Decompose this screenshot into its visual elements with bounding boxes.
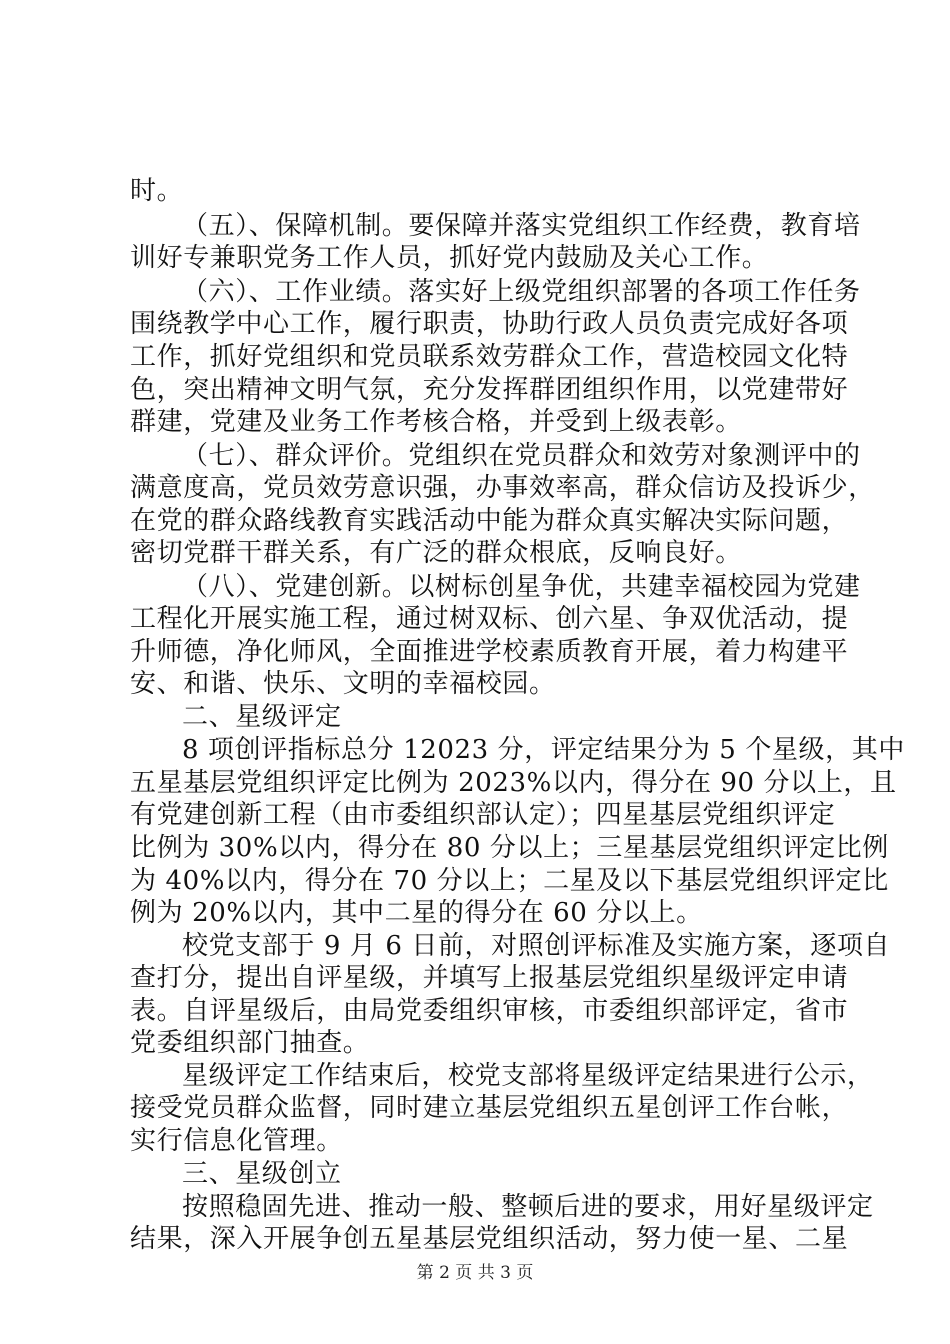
text-line: （八）、党建创新。以树标创星争优，共建幸福校园为党建 [182, 572, 861, 602]
text-line: 查打分，提出自评星级，并填写上报基层党组织星级评定申请 [130, 963, 849, 993]
text-line: 安、和谐、快乐、文明的幸福校园。 [130, 669, 556, 699]
text-line: 在党的群众路线教育实践活动中能为群众真实解决实际问题， [130, 506, 849, 536]
text-line: 色，突出精神文明气氛，充分发挥群团组织作用，以党建带好 [130, 375, 849, 405]
text-line: （七）、群众评价。党组织在党员群众和效劳对象测评中的 [182, 441, 861, 471]
text-line: （五）、保障机制。要保障并落实党组织工作经费，教育培 [182, 211, 861, 241]
text-line: 表。自评星级后，由局党委组织审核，市委组织部评定，省市 [130, 996, 849, 1026]
text-line: 时。 [130, 176, 184, 206]
text-line: 工程化开展实施工程，通过树双标、创六星、争双优活动，提 [130, 604, 849, 634]
text-line: 比例为 30%以内，得分在 80 分以上；三星基层党组织评定比例 [130, 833, 889, 863]
text-line: 按照稳固先进、推动一般、整顿后进的要求，用好星级评定 [182, 1192, 874, 1222]
text-line: 实行信息化管理。 [130, 1126, 343, 1156]
text-line: 密切党群干群关系，有广泛的群众根底，反响良好。 [130, 538, 742, 568]
text-line: 工作，抓好党组织和党员联系效劳群众工作，营造校园文化特 [130, 342, 849, 372]
text-line: 升师德，净化师风，全面推进学校素质教育开展，着力构建平 [130, 637, 849, 667]
text-line: 8 项创评指标总分 12023 分，评定结果分为 5 个星级，其中 [182, 735, 905, 765]
text-line: 结果，深入开展争创五星基层党组织活动，努力使一星、二星 [130, 1224, 849, 1254]
text-line: 党委组织部门抽查。 [130, 1028, 370, 1058]
text-line: 五星基层党组织评定比例为 2023%以内，得分在 90 分以上，且 [130, 768, 897, 798]
text-line: 有党建创新工程（由市委组织部认定）；四星基层党组织评定 [130, 800, 836, 830]
text-line: 围绕教学中心工作，履行职责，协助行政人员负责完成好各项 [130, 309, 849, 339]
text-line: 训好专兼职党务工作人员，抓好党内鼓励及关心工作。 [130, 243, 769, 273]
text-line: 接受党员群众监督，同时建立基层党组织五星创评工作台帐， [130, 1093, 849, 1123]
text-line: 满意度高，党员效劳意识强，办事效率高，群众信访及投诉少， [130, 473, 875, 503]
text-line: 星级评定工作结束后，校党支部将星级评定结果进行公示， [182, 1061, 874, 1091]
text-line: 校党支部于 9 月 6 日前，对照创评标准及实施方案，逐项自 [182, 931, 891, 961]
section-heading: 三、星级创立 [182, 1159, 342, 1189]
text-line: 群建，党建及业务工作考核合格，并受到上级表彰。 [130, 407, 742, 437]
section-heading: 二、星级评定 [182, 702, 342, 732]
text-line: 为 40%以内，得分在 70 分以上；二星及以下基层党组织评定比 [130, 866, 889, 896]
page-number-footer: 第 2 页 共 3 页 [416, 1263, 534, 1283]
text-line: 例为 20%以内，其中二星的得分在 60 分以上。 [130, 898, 703, 928]
text-line: （六）、工作业绩。落实好上级党组织部署的各项工作任务 [182, 277, 861, 307]
